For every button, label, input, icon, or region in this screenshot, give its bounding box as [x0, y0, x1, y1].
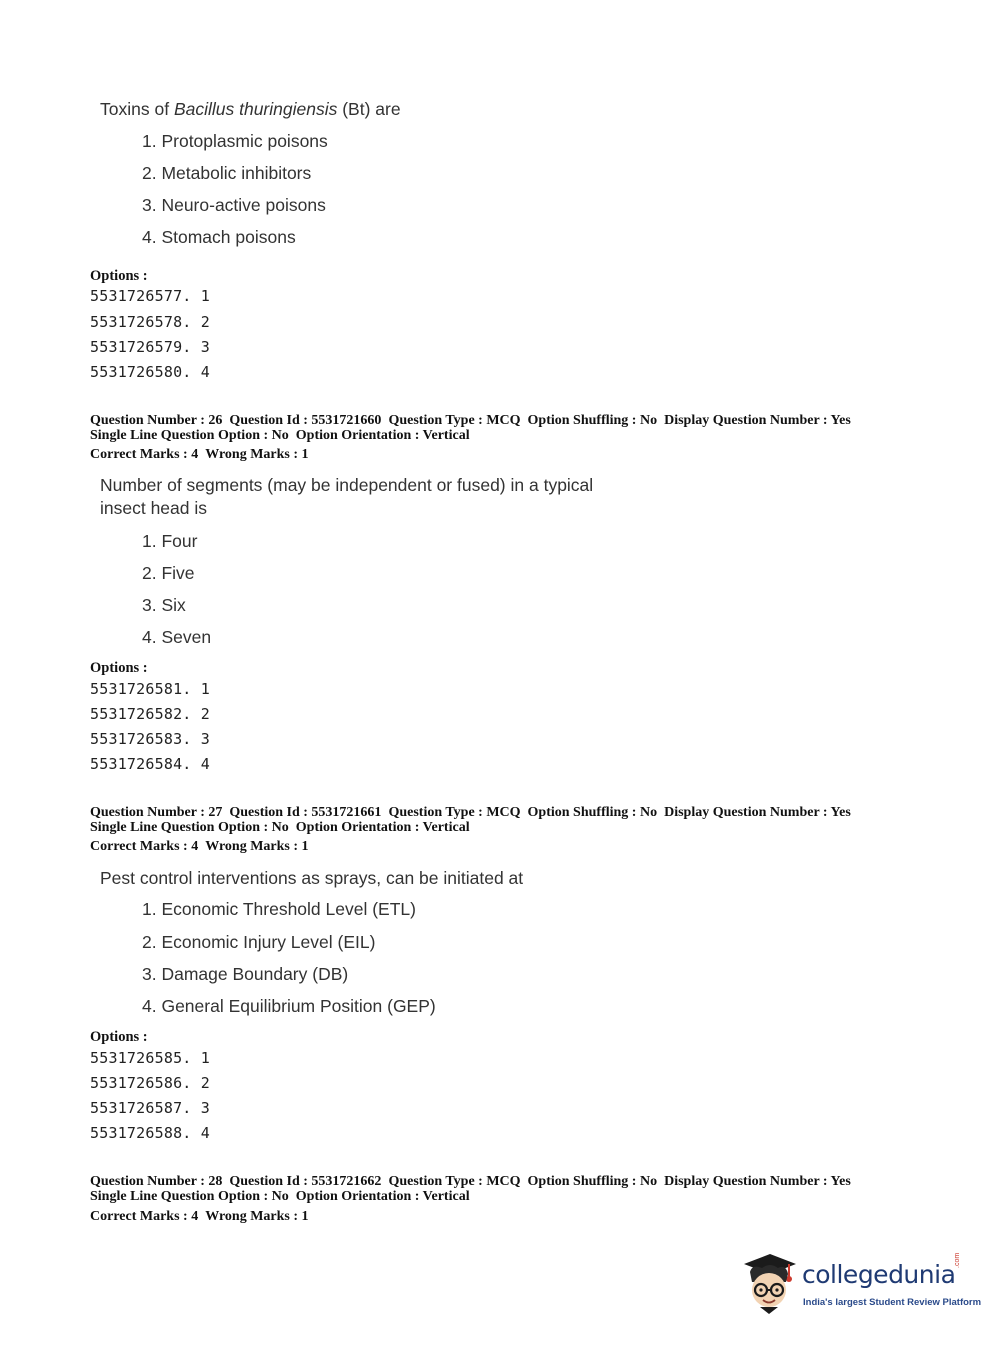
q27-choice-3: 3. Damage Boundary (DB) [142, 964, 349, 984]
q27-option-3: 5531726587. 3 [90, 1099, 210, 1117]
q26-options-label: Options : [90, 660, 148, 676]
logo-tagline: India's largest Student Review Platform [803, 1297, 982, 1308]
q26-choice-2: 2. Five [142, 563, 195, 583]
student-mascot-icon [740, 1250, 800, 1318]
q26-option-2: 5531726582. 2 [90, 705, 210, 723]
q26-question-text: Number of segments (may be independent or fused) in a typical insect head is [100, 475, 594, 518]
q27-option-2: 5531726586. 2 [90, 1074, 210, 1092]
q26-meta-line1: Question Number : 26 Question Id : 5531721660 Question Type : MCQ Option Shuffling : No Display Question Number : Yes [90, 413, 851, 428]
q28-meta-line2: Single Line Question Option : No Option Orientation : Vertical [90, 1189, 470, 1204]
q26-choice-3: 3. Six [142, 595, 186, 615]
logo-brand-text: collegedunia [802, 1260, 956, 1289]
q26-option-4: 5531726584. 4 [90, 755, 210, 773]
q26-choice-4: 4. Seven [142, 627, 212, 647]
q27-options-label: Options : [90, 1029, 148, 1045]
q27-option-4: 5531726588. 4 [90, 1124, 210, 1142]
collegedunia-logo[interactable] [740, 1250, 982, 1318]
q25-option-2: 5531726578. 2 [90, 313, 210, 331]
q26-choice-1: 1. Four [142, 531, 198, 551]
q26-option-1: 5531726581. 1 [90, 680, 210, 698]
q25-question-text: Toxins of Bacillus thuringiensis (Bt) are [100, 99, 401, 119]
q25-options-label: Options : [90, 268, 148, 284]
q25-choice-1: 1. Protoplasmic poisons [142, 131, 328, 151]
q27-choice-1: 1. Economic Threshold Level (ETL) [142, 899, 416, 919]
q25-option-1: 5531726577. 1 [90, 287, 210, 305]
q27-meta-line2: Single Line Question Option : No Option Orientation : Vertical [90, 820, 470, 835]
q25-choice-4: 4. Stomach poisons [142, 227, 296, 247]
q26-meta-line2: Single Line Question Option : No Option Orientation : Vertical [90, 428, 470, 443]
logo-com-text: .com [954, 1252, 961, 1268]
q25-option-3: 5531726579. 3 [90, 338, 210, 356]
q28-meta-line3: Correct Marks : 4 Wrong Marks : 1 [90, 1209, 309, 1224]
q25-italic-species: Bacillus thuringiensis [173, 99, 338, 119]
q27-option-1: 5531726585. 1 [90, 1049, 210, 1067]
q25-option-4: 5531726580. 4 [90, 363, 210, 381]
q26-option-3: 5531726583. 3 [90, 730, 210, 748]
q27-choice-4: 4. General Equilibrium Position (GEP) [142, 996, 436, 1016]
q27-meta-line3: Correct Marks : 4 Wrong Marks : 1 [90, 839, 309, 854]
q26-meta-line3: Correct Marks : 4 Wrong Marks : 1 [90, 447, 309, 462]
q25-choice-3: 3. Neuro-active poisons [142, 195, 326, 215]
q27-meta-line1: Question Number : 27 Question Id : 5531721661 Question Type : MCQ Option Shuffling : No Display Question Number : Yes [90, 805, 851, 820]
q28-meta-line1: Question Number : 28 Question Id : 5531721662 Question Type : MCQ Option Shuffling : No Display Question Number : Yes [90, 1174, 851, 1189]
q25-choice-2: 2. Metabolic inhibitors [142, 163, 312, 183]
q27-question-text: Pest control interventions as sprays, can be initiated at [100, 868, 524, 888]
q27-choice-2: 2. Economic Injury Level (EIL) [142, 932, 376, 952]
